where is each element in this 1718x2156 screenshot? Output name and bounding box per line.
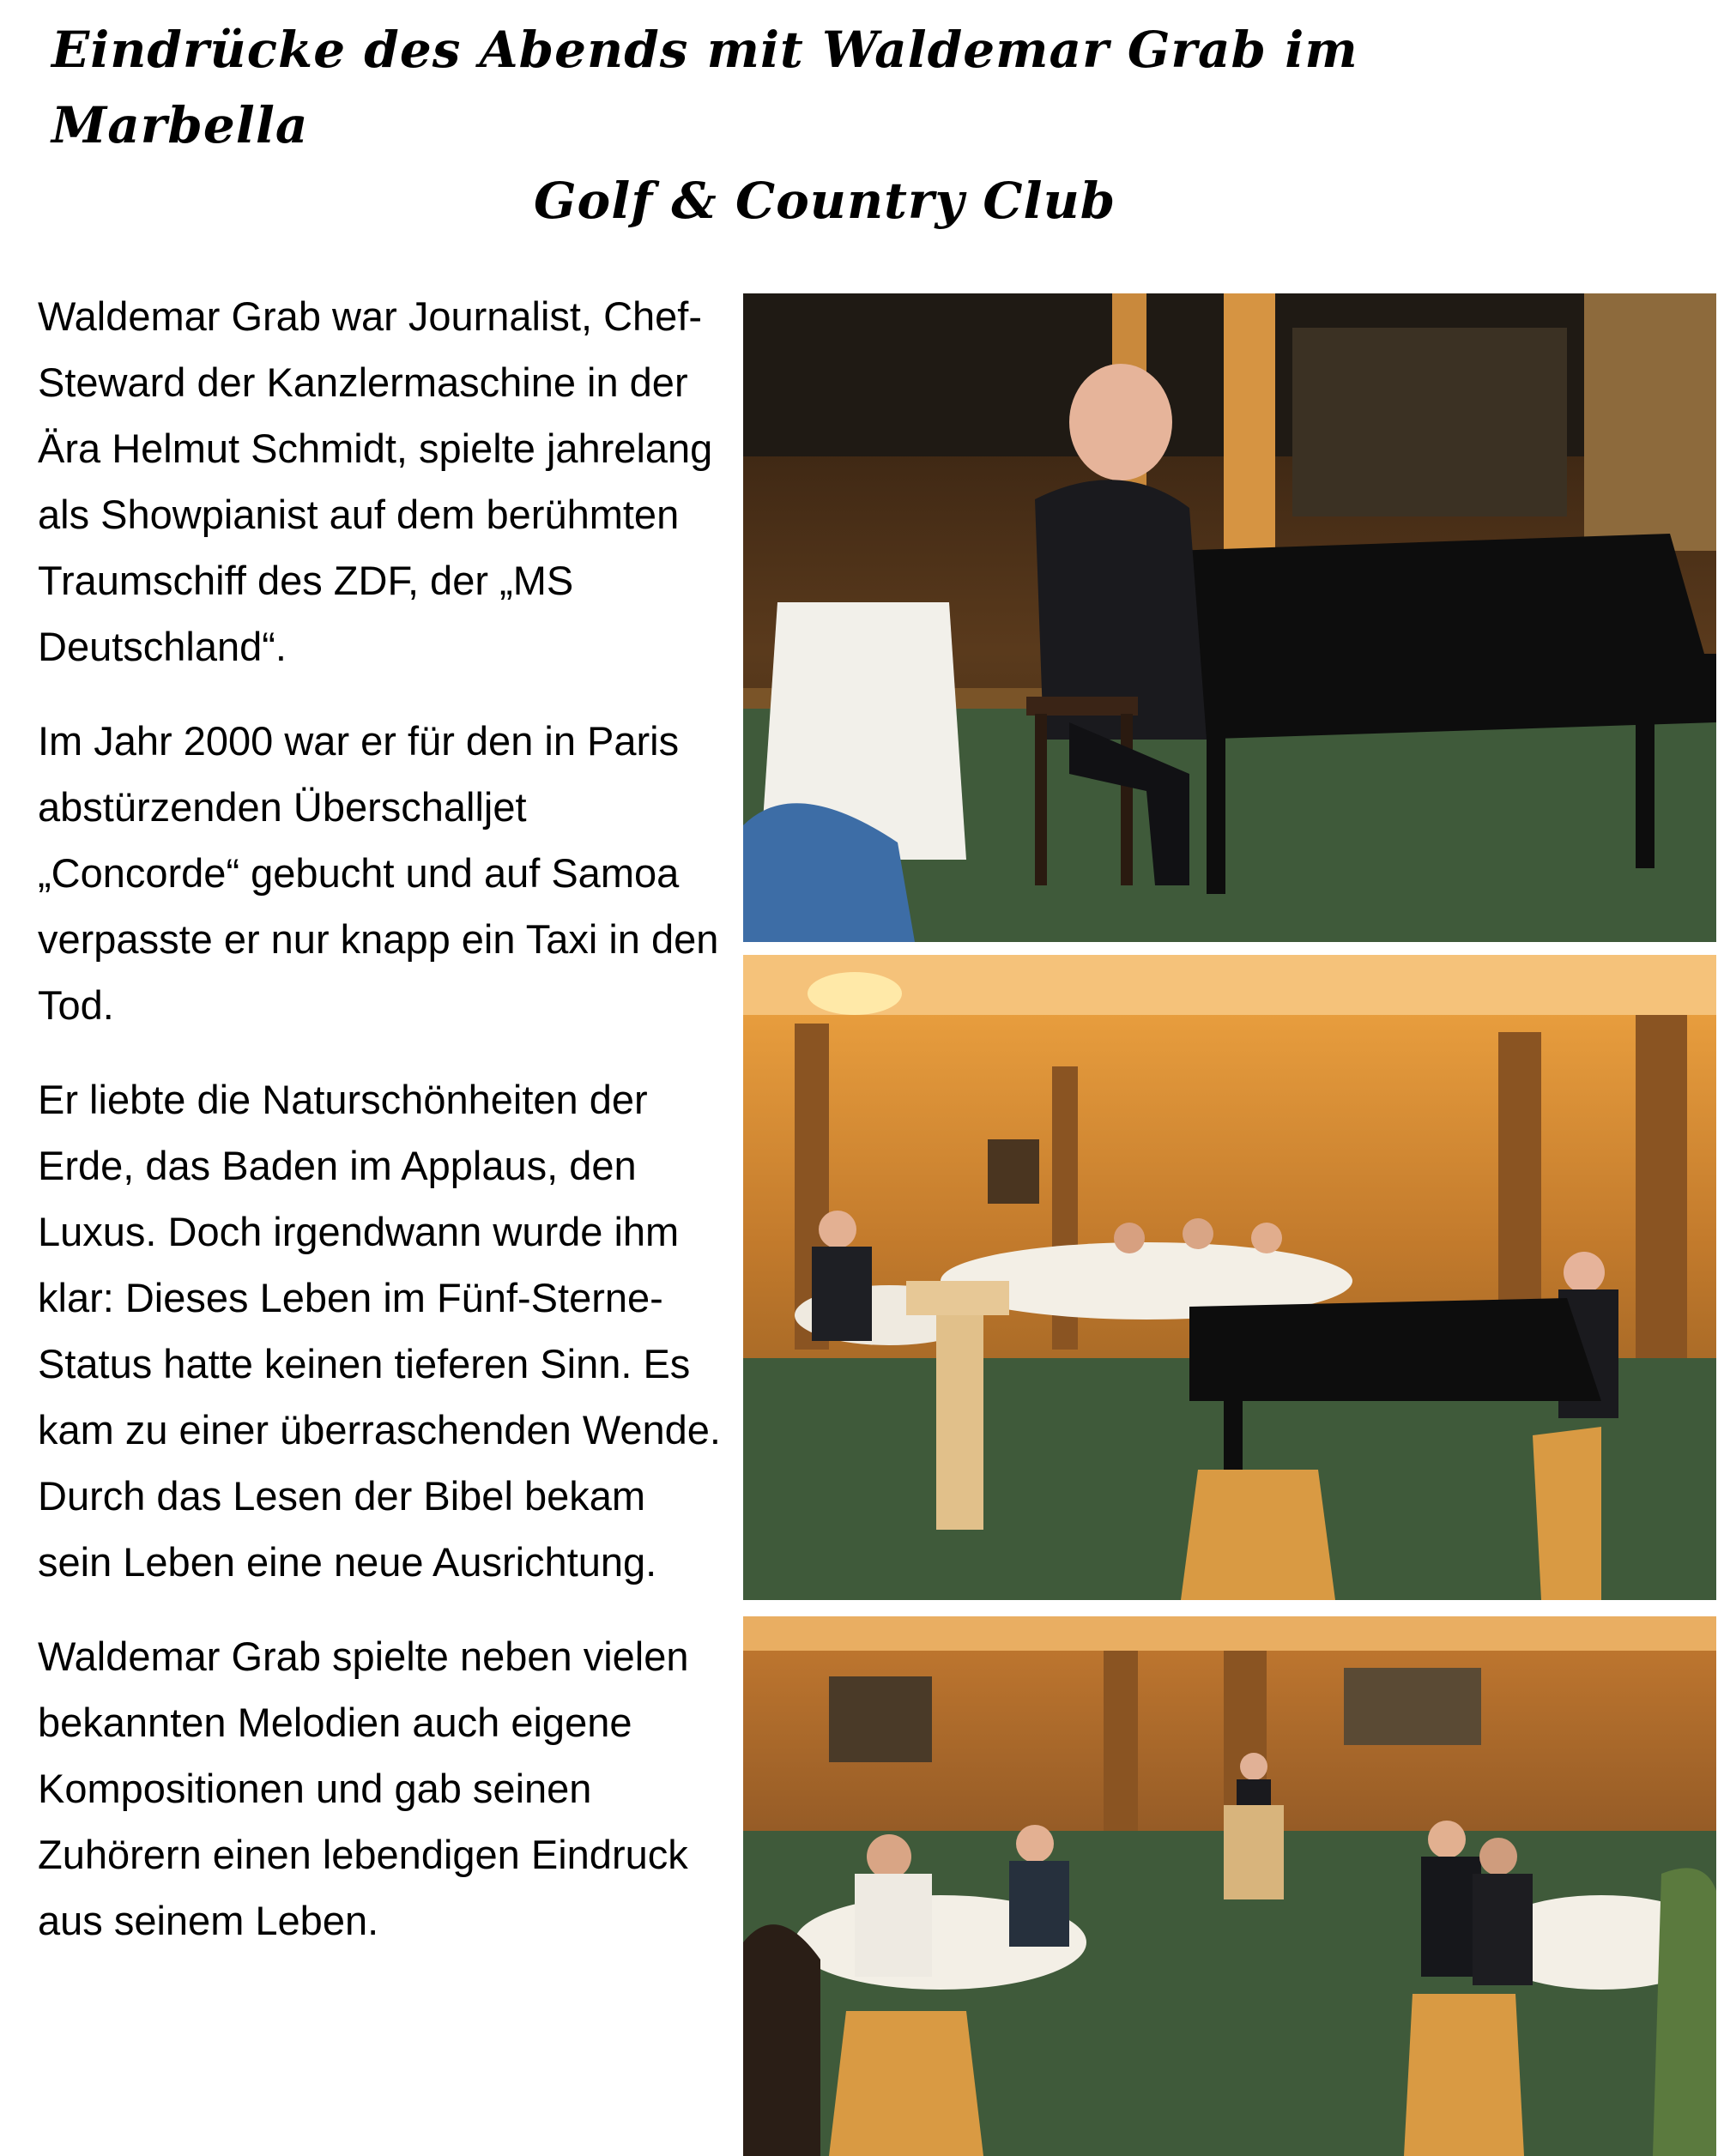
photo-pianist-image [743,293,1716,942]
paragraph-3: Er liebte die Naturschönheiten der Erde, das Baden im Applaus, den Luxus. Doch irgendwann wurde ihm klar: Dieses Leben im Fünf-Sterne-Status hatte keinen tieferen Sinn. Es kam zu einer überraschenden Wende. Durch das Lesen der Bibel bekam sein Leben eine neue Ausrichtung. [38,1077,721,1585]
title-line-1: Eindrücke des Abends mit Waldemar Grab im Marbella [51,21,1358,154]
photo-dining-hall-image [743,955,1716,1600]
paragraph-1: Waldemar Grab war Journalist, Chef-Steward der Kanzlermaschine in der Ära Helmut Schmidt, spielte jahrelang als Showpianist auf dem berühmten Traumschiff des ZDF, der „MS Deutschland“. [38,293,713,669]
photo-dining-hall [743,955,1716,1600]
article-text [38,283,724,1982]
page-title [34,12,1596,239]
photo-guests-image [743,1616,1716,2156]
paragraph-4: Waldemar Grab spielte neben vielen bekannten Melodien auch eigene Kompositionen und gab seinen Zuhörern einen lebendigen Eindruck aus seinem Leben. [38,1634,689,1943]
paragraph-2: Im Jahr 2000 war er für den in Paris abstürzenden Überschalljet „Concorde“ gebucht und auf Samoa verpasste er nur knapp ein Taxi in den Tod. [38,718,719,1028]
photo-pianist [743,293,1716,942]
photo-guests [743,1616,1716,2156]
title-line-2: Golf & Country Club [534,172,1116,230]
